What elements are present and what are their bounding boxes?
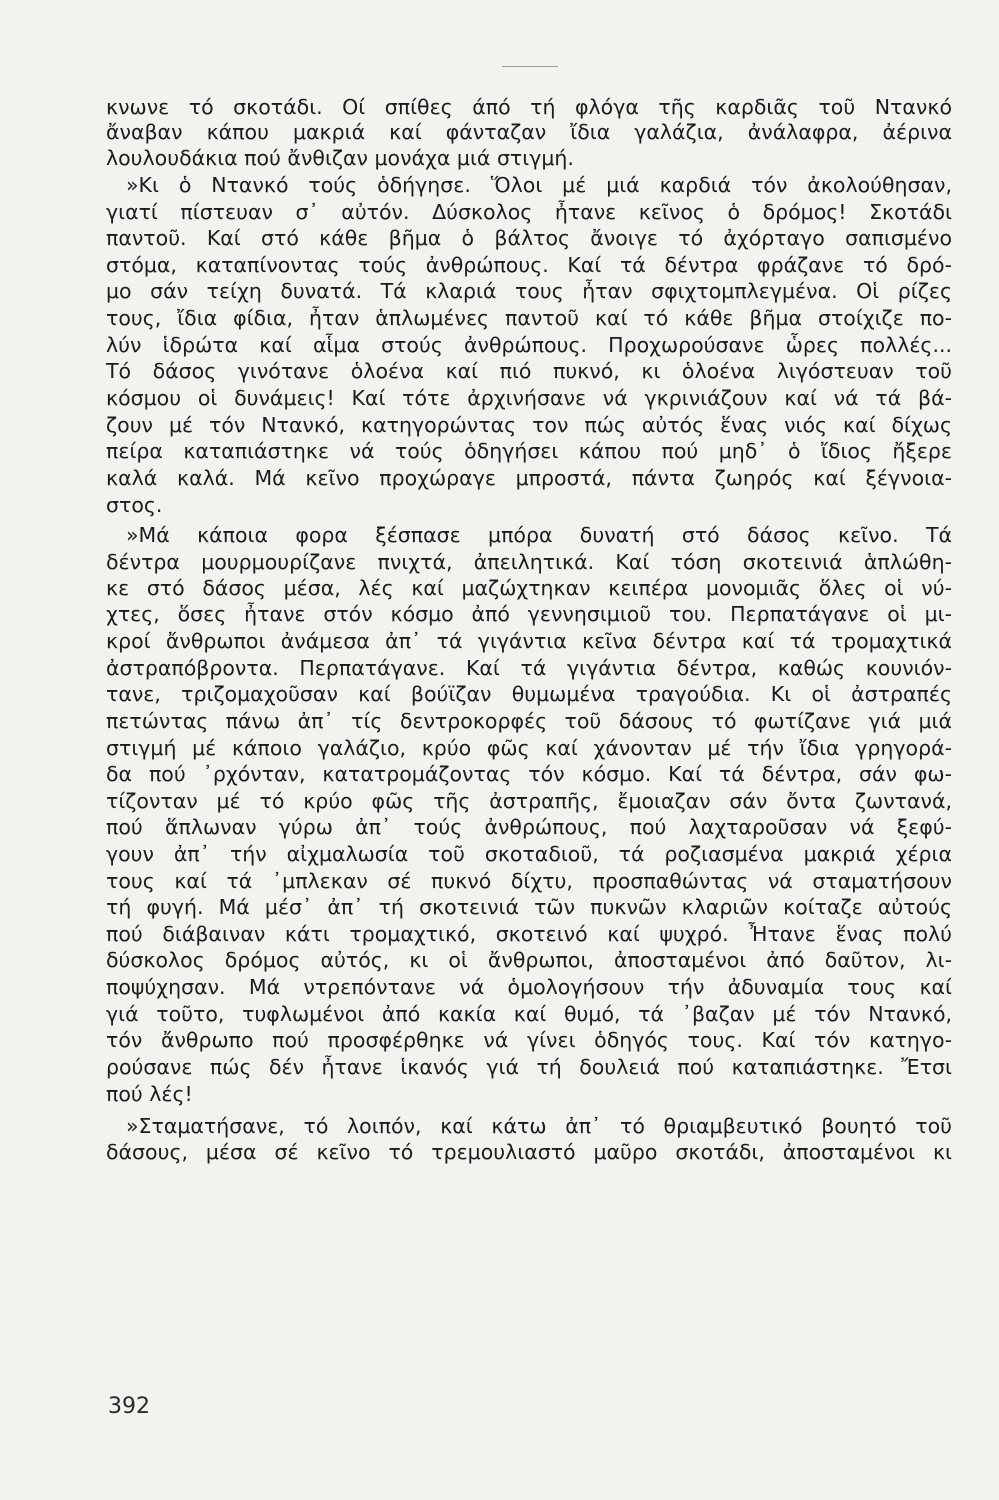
text-line: λουλουδάκια πού ἄνθιζαν μονάχα μιά στιγμή. xyxy=(106,146,574,170)
text-line: ποψύχησαν. Μά ντρεπόντανε νά ὁμολογήσουν τήν ἀδυναμία τους καί xyxy=(106,975,952,999)
text-line: Τό δάσος γινότανε ὁλοένα καί πιό πυκνό, κι ὁλοένα λιγόστευαν τοῦ xyxy=(106,359,952,383)
text-line: γιά τοῦτο, τυφλωμένοι ἀπό κακία καί θυμό, τά ᾽βαζαν μέ τόν Ντανκό, xyxy=(106,1002,952,1026)
text-line: κε στό δάσος μέσα, λές καί μαζώχτηκαν κειπέρα μονομιᾶς ὅλες οἱ νύ- xyxy=(106,576,952,600)
text-line: μο σάν τείχη δυνατά. Τά κλαριά τους ἦταν σφιχτομπλεγμένα. Οἱ ρίζες xyxy=(106,279,952,303)
text-line: δάσους, μέσα σέ κεῖνο τό τρεμουλιαστό μαῦρο σκοτάδι, ἀποσταμένοι κι xyxy=(106,1140,952,1164)
text-line: κνωνε τό σκοτάδι. Οί σπίθες άπό τή φλόγα τῆς καρδιᾶς τοῦ Ντανκό xyxy=(106,95,952,119)
text-line: λύν ἱδρώτα καί αἷμα στούς ἀνθρώπους. Προχωρούσανε ὧρες πολλές... xyxy=(106,333,952,357)
text-line: τανε, τριζομαχοῦσαν καί βούϊζαν θυμωμένα τραγούδια. Κι οἱ ἀστραπές xyxy=(106,682,952,706)
text-line: χτες, ὅσες ἦτανε στόν κόσμο ἀπό γεννησιμιοῦ του. Περπατάγανε οἱ μι- xyxy=(106,602,952,626)
text-line: κόσμου οἱ δυνάμεις! Καί τότε ἀρχινήσανε νά γκρινιάζουν καί νά τά βά- xyxy=(106,386,952,410)
text-line: γιατί πίστευαν σ᾽ αὐτόν. Δύσκολος ἦτανε κεῖνος ὁ δρόμος! Σκοτάδι xyxy=(106,200,952,224)
text-line: ἄναβαν κάπου μακριά καί φάνταζαν ἴδια γαλάζια, ἀνάλαφρα, ἀέρινα xyxy=(106,120,952,144)
text-line: ρούσανε πώς δέν ἦτανε ἱκανός γιά τή δουλειά πού καταπιάστηκε. Ἔτσι xyxy=(106,1055,952,1079)
text-line: τόν ἄνθρωπο πού προσφέρθηκε νά γίνει ὁδηγός τους. Καί τόν κατηγο- xyxy=(106,1028,952,1052)
text-line: τους καί τά ᾽μπλεκαν σέ πυκνό δίχτυ, προσπαθώντας νά σταματήσουν xyxy=(106,869,952,893)
text-line: στος. xyxy=(106,493,163,517)
text-line: τή φυγή. Μά μέσ᾽ ἀπ᾽ τή σκοτεινιά τῶν πυκνῶν κλαριῶν κοίταζε αὐτούς xyxy=(106,895,952,919)
text-line: τους, ἴδια φίδια, ἦταν ἁπλωμένες παντοῦ καί τό κάθε βῆμα στοίχιζε πο- xyxy=(106,306,952,330)
text-line: στιγμή μέ κάποιο γαλάζιο, κρύο φῶς καί χάνονταν μέ τήν ἴδια γρηγορά- xyxy=(106,736,952,760)
text-line: πού ἅπλωναν γύρω ἀπ᾽ τούς ἀνθρώπους, πού λαχταροῦσαν νά ξεφύ- xyxy=(106,815,952,839)
text-line: δέντρα μουρμουρίζανε πνιχτά, ἀπειλητικά. Καί τόση σκοτεινιά ἁπλώθη- xyxy=(106,550,952,574)
text-line: πού διάβαιναν κάτι τρομαχτικό, σκοτεινό καί ψυχρό. Ἦτανε ἕνας πολύ xyxy=(106,922,952,946)
text-line: ζουν μέ τόν Ντανκό, κατηγορώντας τον πώς αὐτός ἕνας νιός καί δίχως xyxy=(106,413,952,437)
text-line: »Σταματήσανε, τό λοιπόν, καί κάτω ἀπ᾽ τό θριαμβευτικό βουητό τοῦ xyxy=(126,1114,952,1138)
text-line: »Μά κάποια φορα ξέσπασε μπόρα δυνατή στό δάσος κεῖνο. Τά xyxy=(126,523,952,547)
text-line: πετώντας πάνω ἀπ᾽ τίς δεντροκορφές τοῦ δάσους τό φωτίζανε γιά μιά xyxy=(106,709,952,733)
text-line: τίζονταν μέ τό κρύο φῶς τῆς ἀστραπῆς, ἔμοιαζαν σάν ὄντα ζωντανά, xyxy=(106,789,952,813)
text-line: πείρα καταπιάστηκε νά τούς ὁδηγήσει κάπου πού μηδ᾽ ὁ ἴδιος ἤξερε xyxy=(106,439,952,463)
text-line: γουν ἀπ᾽ τήν αἰχμαλωσία τοῦ σκοταδιοῦ, τά ροζιασμένα μακριά χέρια xyxy=(106,842,952,866)
text-line: δύσκολος δρόμος αὐτός, κι οἱ ἄνθρωποι, ἀποσταμένοι ἀπό δαῦτον, λι- xyxy=(106,948,952,972)
text-line: πού λές! xyxy=(106,1082,193,1106)
text-line: παντοῦ. Καί στό κάθε βῆμα ὁ βάλτος ἄνοιγε τό ἀχόρταγο σαπισμένο xyxy=(106,226,952,250)
text-line: στόμα, καταπίνοντας τούς ἀνθρώπους. Καί τά δέντρα φράζανε τό δρό- xyxy=(106,253,952,277)
text-line: κροί ἄνθρωποι ἀνάμεσα ἀπ᾽ τά γιγάντια κεῖνα δέντρα καί τά τρομαχτικά xyxy=(106,629,952,653)
top-rule xyxy=(502,66,558,67)
text-line: ἀστραπόβροντα. Περπατάγανε. Καί τά γιγάντια δέντρα, καθώς κουνιόν- xyxy=(106,656,952,680)
page-number: 392 xyxy=(108,1394,150,1419)
text-line: δα πού ᾽ρχόνταν, κατατρομάζοντας τόν κόσμο. Καί τά δέντρα, σάν φω- xyxy=(106,762,952,786)
text-line: καλά καλά. Μά κεῖνο προχώραγε μπροστά, πάντα ζωηρός καί ξέγνοια- xyxy=(106,466,952,490)
text-line: »Κι ὁ Ντανκό τούς ὁδήγησε. Ὅλοι μέ μιά καρδιά τόν ἀκολούθησαν, xyxy=(126,173,952,197)
